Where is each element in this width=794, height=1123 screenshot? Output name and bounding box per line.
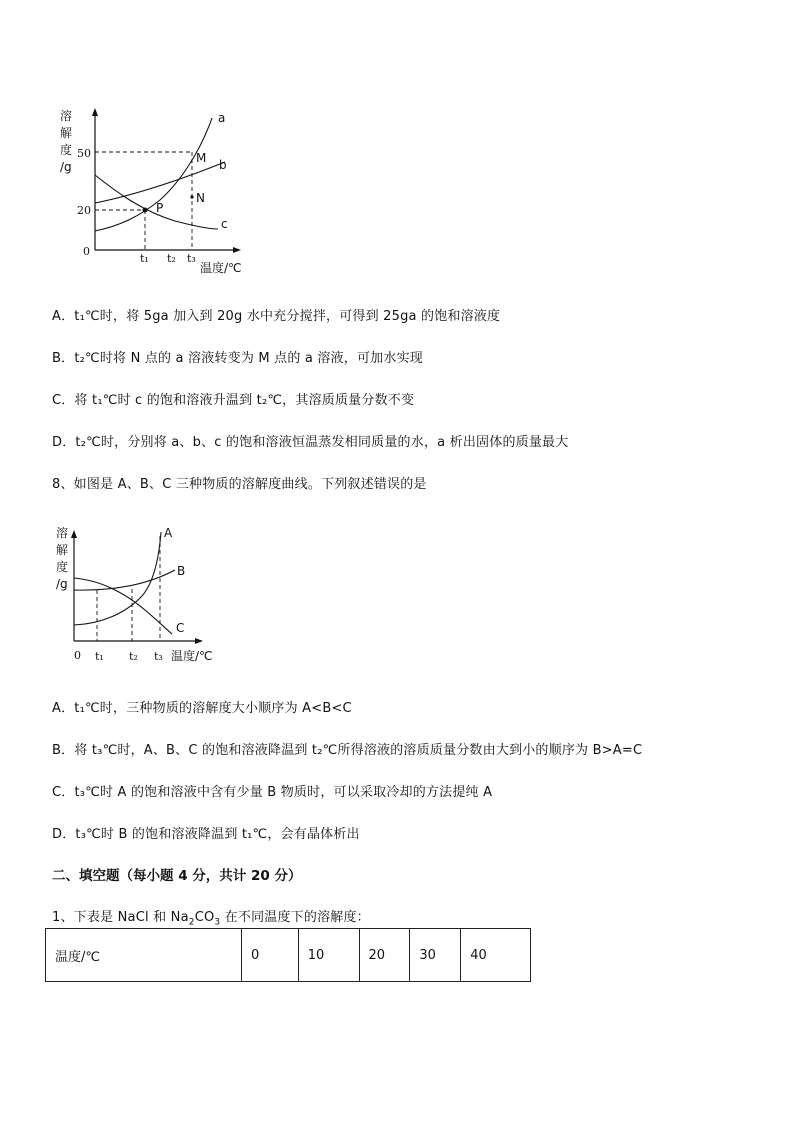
graph1-ylabel-1: 溶 bbox=[60, 109, 73, 123]
graph2-ylabel-1: 溶 bbox=[56, 526, 69, 540]
q7-option-b-text: t₂℃时将 N 点的 a 溶液转变为 M 点的 a 溶液，可加水实现 bbox=[74, 351, 423, 366]
graph2-xtick-t3: t₃ bbox=[154, 650, 163, 663]
q7-option-a-text: t₁℃时，将 5ga 加入到 20g 水中充分搅拌，可得到 25ga 的饱和溶液度 bbox=[74, 309, 501, 324]
graph2-xtick-t1: t₁ bbox=[95, 650, 104, 663]
graph1-ylabel-4: /g bbox=[60, 160, 72, 174]
graph1-xtick-t2: t₂ bbox=[167, 252, 176, 265]
q7-option-b-label: B． bbox=[52, 351, 75, 366]
table-cell-30: 30 bbox=[410, 929, 461, 982]
q8-option-b-text: 将 t₃℃时，A、B、C 的饱和溶液降温到 t₂℃所得溶液的溶质质量分数由大到小的顺序为 B>A=C bbox=[74, 743, 643, 758]
graph1-label-M: M bbox=[196, 151, 207, 165]
table-cell-10: 10 bbox=[298, 929, 359, 982]
graph1-label-a: a bbox=[218, 111, 226, 125]
q8-option-c bbox=[52, 781, 492, 800]
q8-option-a-label: A． bbox=[52, 701, 75, 716]
q8-stem: 8、如图是 A、B、C 三种物质的溶解度曲线。下列叙述错误的是 bbox=[52, 477, 427, 492]
table-cell-20: 20 bbox=[359, 929, 410, 982]
graph2-label-B: B bbox=[177, 564, 186, 578]
q8-option-c-text: t₃℃时 A 的饱和溶液中含有少量 B 物质时，可以采取冷却的方法提纯 A bbox=[74, 785, 493, 800]
graph1-point-P bbox=[143, 208, 148, 213]
table-header-cell: 温度/℃ bbox=[46, 929, 242, 982]
section2-heading: 二、填空题（每小题 4 分，共计 20 分） bbox=[52, 868, 302, 884]
q7-option-a-label: A． bbox=[52, 309, 75, 324]
q7-option-c-text: 将 t₁℃时 c 的饱和溶液升温到 t₂℃，其溶质质量分数不变 bbox=[74, 393, 415, 408]
q7-option-d-label: D． bbox=[52, 435, 76, 450]
q1-stem-part2: CO bbox=[194, 910, 215, 925]
graph2-curve-C bbox=[74, 578, 172, 634]
graph1-xtick-t1: t₁ bbox=[140, 252, 149, 265]
q1-stem-part3: 在不同温度下的溶解度： bbox=[220, 910, 370, 925]
graph1-y-arrow bbox=[92, 108, 98, 116]
q7-option-c-label: C． bbox=[52, 393, 75, 408]
solubility-graph-2 bbox=[50, 518, 230, 673]
graph2-xtick-t2: t₂ bbox=[129, 650, 138, 663]
graph2-ylabel-3: 度 bbox=[56, 560, 69, 574]
q8-option-d-text: t₃℃时 B 的饱和溶液降温到 t₁℃，会有晶体析出 bbox=[75, 827, 360, 842]
graph1-ytick-50: 50 bbox=[77, 147, 91, 160]
q7-option-a bbox=[52, 305, 500, 324]
q8-option-c-label: C． bbox=[52, 785, 75, 800]
q7-option-c bbox=[52, 389, 414, 408]
table-cell-40: 40 bbox=[461, 929, 531, 982]
solubility-graph-1 bbox=[50, 100, 260, 280]
graph2-x-arrow bbox=[195, 638, 203, 644]
graph1-ytick-20: 20 bbox=[77, 204, 91, 217]
graph1-label-c: c bbox=[221, 217, 228, 231]
graph1-xtick-t3: t₃ bbox=[187, 252, 196, 265]
graph2-y-arrow bbox=[71, 530, 77, 538]
graph2-curve-A bbox=[74, 532, 161, 625]
q8-option-d-label: D． bbox=[52, 827, 76, 842]
solubility-table bbox=[45, 928, 531, 982]
q8-option-b-label: B． bbox=[52, 743, 75, 758]
q8-option-a-text: t₁℃时，三种物质的溶解度大小顺序为 A<B<C bbox=[74, 701, 352, 716]
table-cell-0: 0 bbox=[241, 929, 298, 982]
q1-stem-part1: 1、下表是 NaCl 和 Na bbox=[52, 910, 189, 925]
graph1-label-b: b bbox=[219, 158, 227, 172]
graph2-ylabel-2: 解 bbox=[56, 543, 69, 557]
graph1-point-N bbox=[190, 195, 193, 198]
graph1-ylabel-3: 度 bbox=[60, 143, 73, 157]
graph1-ytick-0: 0 bbox=[83, 245, 90, 258]
graph1-ylabel-2: 解 bbox=[60, 126, 73, 140]
graph1-curve-a bbox=[95, 118, 212, 231]
q7-option-b bbox=[52, 347, 423, 366]
q8-option-b bbox=[52, 739, 642, 758]
graph1-curve-b bbox=[95, 162, 225, 203]
graph1-xlabel: 温度/℃ bbox=[200, 261, 242, 275]
graph2-xlabel: 温度/℃ bbox=[171, 649, 213, 663]
graph1-label-N: N bbox=[196, 191, 205, 205]
q1-stem-sub2: 3 bbox=[214, 917, 221, 928]
q8-option-a bbox=[52, 697, 352, 716]
q7-option-d bbox=[52, 431, 568, 450]
graph1-label-P: P bbox=[156, 201, 164, 215]
q7-option-d-text: t₂℃时，分别将 a、b、c 的饱和溶液恒温蒸发相同质量的水，a 析出固体的质量最大 bbox=[75, 435, 569, 450]
graph2-label-C: C bbox=[176, 621, 185, 635]
q1-stem bbox=[52, 906, 370, 928]
graph2-ylabel-4: /g bbox=[56, 577, 68, 591]
graph2-label-A: A bbox=[164, 526, 173, 540]
q1-stem-sub1: 2 bbox=[188, 917, 195, 928]
table-row bbox=[46, 929, 531, 982]
q8-option-d bbox=[52, 823, 360, 842]
graph1-x-arrow bbox=[233, 247, 241, 253]
graph2-origin: 0 bbox=[74, 649, 81, 662]
